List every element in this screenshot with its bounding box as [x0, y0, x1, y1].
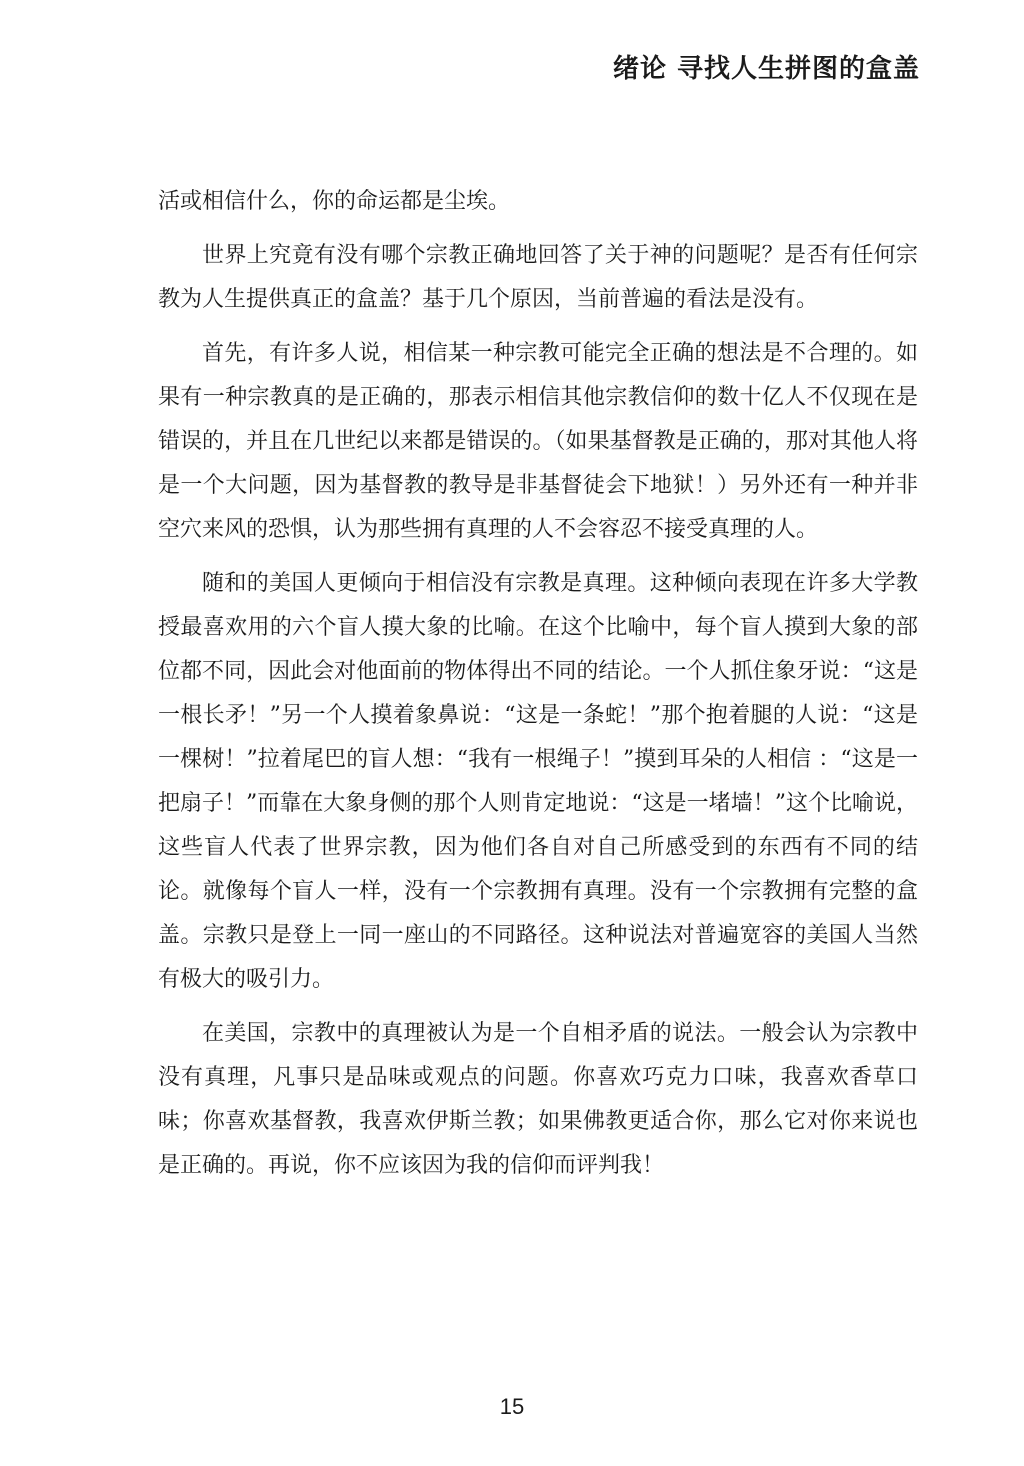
page-number: 15 — [499, 1394, 525, 1419]
body-text — [158, 180, 918, 1198]
paragraph: 在美国，宗教中的真理被认为是一个自相矛盾的说法。一般会认为宗教中没有真理，凡事只是品味或观点的问题。你喜欢巧克力口味，我喜欢香草口味；你喜欢基督教，我喜欢伊斯兰教；如果佛教更适合你，那么它对你来说也是正确的。再说，你不应该因为我的信仰而评判我！ — [158, 1021, 918, 1178]
paragraph: 首先，有许多人说，相信某一种宗教可能完全正确的想法是不合理的。如果有一种宗教真的是正确的，那表示相信其他宗教信仰的数十亿人不仅现在是错误的，并且在几世纪以来都是错误的。（如果基督教是正确的，那对其他人将是一个大问题，因为基督教的教导是非基督徒会下地狱！）另外还有一种并非空穴来风的恐惧，认为那些拥有真理的人不会容忍不接受真理的人。 — [158, 341, 918, 542]
paragraph: 世界上究竟有没有哪个宗教正确地回答了关于神的问题呢？是否有任何宗教为人生提供真正的盒盖？基于几个原因，当前普遍的看法是没有。 — [158, 243, 918, 312]
paragraph-continued: 活或相信什么，你的命运都是尘埃。 — [158, 189, 511, 214]
running-header-title: 绪论 寻找人生拼图的盒盖 — [612, 54, 920, 84]
paragraph: 随和的美国人更倾向于相信没有宗教是真理。这种倾向表现在许多大学教授最喜欢用的六个盲人摸大象的比喻。在这个比喻中，每个盲人摸到大象的部位都不同，因此会对他面前的物体得出不同的结论。一个人抓住象牙说：“这是一根长矛！”另一个人摸着象鼻说：“这是一条蛇！”那个抱着腿的人说：“这是一棵树！”拉着尾巴的盲人想：“我有一根绳子！”摸到耳朵的人相信 ：“这是一把扇子！”而靠在大象身侧的那个人则肯定地说：“这是一堵墙！”这个比喻说，这些盲人代表了世界宗教，因为他们各自对自己所感受到的东西有不同的结论。就像每个盲人一样，没有一个宗教拥有真理。没有一个宗教拥有完整的盒盖。宗教只是登上一同一座山的不同路径。这种说法对普遍宽容的美国人当然有极大的吸引力。 — [158, 571, 918, 992]
